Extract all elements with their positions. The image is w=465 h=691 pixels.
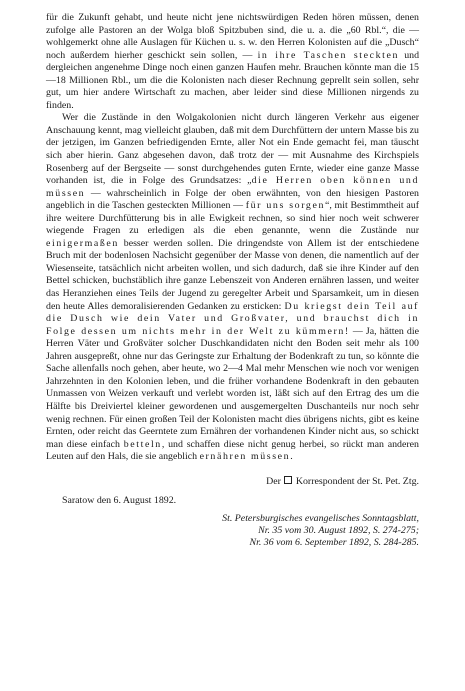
spaced-emphasis-text: einigermaßen xyxy=(46,237,119,249)
source-line: St. Petersburgisches evangelisches Sonntagsblatt, xyxy=(222,512,419,524)
document-page xyxy=(46,12,419,550)
text-segment: — wahrscheinlich in Folge der oben erwähnten, von den hiesigen Pastoren angeblich in die Taschen gesteckten Millionen — xyxy=(46,187,419,212)
signature-line xyxy=(46,476,419,489)
spaced-emphasis-text: ernähren müssen xyxy=(199,451,291,463)
text-segment: und dergleichen angenehme Dinge noch einen ganzen Haufen mehr. Brauchen könnte man die 15—18 Millionen Rbl., um die die Kolonisten nach dieser Rechnung geprellt sein sollen, sehr gut, um hier andere Wirtschaft zu machen, aber leider sind diese Millionen nirgends zu finden. xyxy=(46,49,420,111)
signature-author: Korrespondent der St. Pet. Ztg. xyxy=(295,475,419,487)
spaced-emphasis-text: für uns sorgen xyxy=(245,200,325,212)
text-segment: “, mit Bestimmtheit auf ihre weitere Durchfütterung bis in alle Ewigkeit rechnen, so sind hier noch weit schwerer wiegende Fragen zu erledigen als die eben genannte, wenn die Zustände nur xyxy=(46,200,420,237)
source-line: Nr. 35 vom 30. August 1892, S. 274-275; xyxy=(258,525,419,537)
spaced-emphasis-text: die Herren oben können und müssen xyxy=(46,175,419,199)
spaced-emphasis-text: Du kriegst dein Teil auf die Dusch wie dein Vater und Großvater, und brauchst dich in Folge dessen um nichts mehr in der Welt zu kümmern! xyxy=(46,300,419,337)
placeholder-box-icon xyxy=(284,476,292,484)
body-text xyxy=(46,12,419,464)
source-line: Nr. 36 vom 6. September 1892, S. 284-285. xyxy=(249,537,419,549)
text-segment: Wer die Zustände in den Wolgakolonien nicht durch längeren Verkehr aus eigener Anschauung kennt, mag vielleicht glauben, daß mit dem Durchfüttern der untern Masse bis zu der jetzigen, im Ganzen befriedigenden Ernte, aller Not ein Ende gemacht fei, man täuscht sich aber hierin. Ganz abgesehen davon, daß trotz der — mit Ausnahme des Kirchspiels Rosenberg auf der Bergseite — sonst durchgehendes guten Ernte, wieder eine ganze Masse vorhanden ist, die in Folge des Grundsatzes: „ xyxy=(46,112,419,187)
source-citation xyxy=(46,513,419,550)
spaced-emphasis-text: in ihre Taschen steckten xyxy=(257,49,399,61)
spaced-emphasis-text: betteln xyxy=(123,438,162,450)
text-segment: — Ja, hätten die Herren Väter und Großväter solcher Duschkandidaten nicht den Boden seit mehr als 100 Jahren ausgepreßt, ohne nur das Geringste zur Erhaltung der Bodenkraft zu tun, so könnte die Sache allenfalls noch gehen, aber heute, wo 2—4 Mal mehr Menschen wie noch vor wenigen Jahrzehnten in den Kolonien leben, und die früher vorhandene Bodenkraft in den gebauten Unmassen von Weizen verkauft und verlebt worden ist, läßt sich auf den Ertrag des um die Hälfte bis Dreiviertel kleiner gewordenen und ausgemergelten Duschanteils nur noch sehr wenig rechnen. Für einen großen Teil der Kolonisten macht dies übrigens nichts, gibt es keine Ernten, oder reicht das Geerntete zum Ernähren der vorhandenen Kinder nicht aus, so schickt man diese einfach xyxy=(46,325,419,450)
paragraph xyxy=(46,12,419,112)
paragraph xyxy=(46,112,419,463)
dateline: Saratow den 6. August 1892. xyxy=(62,495,177,507)
text-segment: , und schaffen diese nicht genug herbei, so rückt man anderen Leuten auf den Hals, die sie angeblich xyxy=(46,438,419,463)
text-segment: für die Zukunft gehabt, und heute nicht jene nichtswürdigen Reden hören müssen, denen zufolge alle Pastoren an der Wolga bloß Spitzbuben sind, die u. a. die „60 Rbl.“, die — wohlgemerkt ohne alle Auslagen für Küchen u. s. w. den Herren Kolonisten auf die „Dusch“ noch außerdem hierher geschickt sein sollen, — xyxy=(46,12,419,61)
text-segment: besser werden sollen. Die dringendste von Allem ist der entschiedene Bruch mit der bodenlosen Nachsicht gegenüber der Masse von denen, die namentlich auf der Wiesenseite, tatsächlich nicht arbeiten wollen, und sich dadurch, daß sie ihre Kinder auf den Bettel schicken, buchstäblich ihre ganze Lebenszeit von Anderen ernähren lassen, und weiter das Heranziehen eines Teils der Jugend zu geregelter Arbeit und Sparsamkeit, um in diesen den heute Alles demoralisierenden Gedanken zu ersticken: xyxy=(46,237,419,312)
signature-prefix: Der xyxy=(266,475,281,487)
text-segment: . xyxy=(290,451,293,463)
